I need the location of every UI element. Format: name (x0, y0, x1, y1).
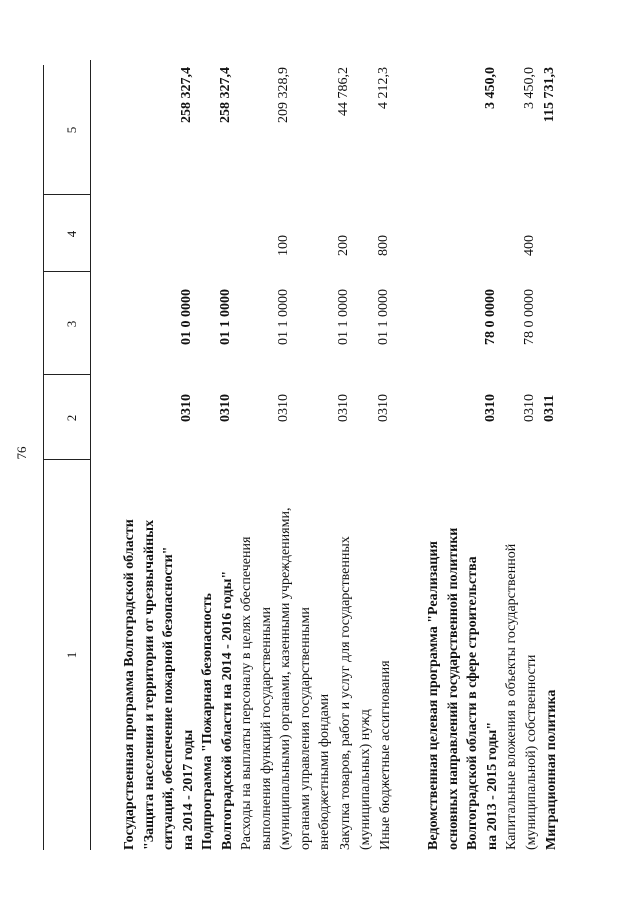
row-title-line: Волгоградской области на 2014 - 2016 годы" (219, 570, 235, 850)
row-title-line: Волгоградской области в сфере строительства (465, 556, 480, 850)
target-article-code: 01 1 0000 (217, 289, 233, 345)
expense-type-code: 100 (276, 235, 291, 256)
row-title-line: ситуаций, обеспечение пожарной безопасности" (161, 546, 176, 850)
column-header-1: 1 (64, 651, 79, 659)
row-title-line: (муниципальной) собственности (523, 654, 539, 850)
section-code: 0310 (276, 394, 291, 422)
row-title-line: Государственная программа Волгоградской области (122, 519, 137, 850)
amount: 258 327,4 (217, 67, 233, 123)
target-article-code: 01 1 0000 (336, 289, 351, 345)
target-article-code: 01 1 0000 (376, 289, 391, 345)
row-title (237, 460, 335, 850)
row-title (120, 460, 198, 850)
budget-table (40, 40, 600, 850)
row-title-line: Иные бюджетные ассигнования (378, 660, 393, 850)
row-title-line: выполнения функций государственными (258, 607, 274, 850)
row-title-line: (муниципальными) органами, казенными учреждениями, (278, 507, 293, 850)
column-header-4: 4 (64, 230, 79, 238)
row-title-line: на 2013 - 2015 годы" (484, 721, 500, 850)
target-article-code: 01 0 0000 (178, 289, 194, 345)
row-title-line: Капитальные вложения в объекты государственной (504, 543, 519, 850)
amount: 3 450,0 (522, 67, 537, 109)
section-code: 0311 (542, 394, 557, 422)
section-code: 0310 (336, 394, 351, 422)
row-title-line: Миграционная политика (544, 689, 559, 850)
row-title (502, 460, 541, 850)
row-title-line: основных направлений государственной политики (445, 527, 461, 850)
row-title (198, 460, 237, 850)
section-code: 0310 (522, 394, 537, 422)
row-title-line: на 2014 - 2017 годы (180, 729, 196, 850)
amount: 3 450,0 (482, 67, 498, 109)
section-code: 0310 (178, 394, 194, 422)
target-article-code: 01 1 0000 (276, 289, 291, 345)
column-header-2: 2 (64, 414, 79, 422)
section-code: 0310 (376, 394, 391, 422)
row-title-line: Закупка товаров, работ и услуг для государственных (338, 536, 353, 850)
column-header-3: 3 (64, 320, 79, 328)
row-title-line: Подпрограмма "Пожарная безопасность (200, 593, 215, 850)
table-header-bottom-border (90, 60, 91, 850)
row-title-line: (муниципальных) нужд (357, 709, 373, 850)
table-top-border (43, 65, 44, 850)
column-divider (43, 459, 90, 460)
section-code: 0310 (217, 394, 233, 422)
row-title (542, 460, 562, 850)
row-title (424, 460, 502, 850)
column-divider (43, 271, 90, 272)
column-header-5: 5 (64, 126, 79, 134)
column-divider (43, 374, 90, 375)
amount: 115 731,3 (542, 67, 557, 123)
row-title-line: внебюджетными фондами (317, 693, 332, 850)
amount: 209 328,9 (276, 67, 291, 123)
row-title (336, 460, 375, 850)
expense-type-code: 200 (336, 235, 351, 256)
target-article-code: 78 0 0000 (522, 289, 537, 345)
row-title-line: "Защита населения и территории от чрезвычайных (141, 519, 157, 850)
row-title (376, 460, 396, 850)
page-number: 76 (14, 446, 29, 460)
row-title-line: Ведомственная целевая программа "Реализация (426, 541, 441, 850)
row-title-line: органами управления государственными (297, 607, 313, 850)
amount: 258 327,4 (178, 67, 194, 123)
amount: 44 786,2 (336, 67, 351, 116)
amount: 4 212,3 (376, 67, 391, 109)
expense-type-code: 400 (522, 235, 537, 256)
target-article-code: 78 0 0000 (482, 289, 498, 345)
column-divider (43, 194, 90, 195)
expense-type-code: 800 (376, 235, 391, 256)
section-code: 0310 (482, 394, 498, 422)
row-title-line: Расходы на выплаты персоналу в целях обеспечения (239, 536, 254, 850)
